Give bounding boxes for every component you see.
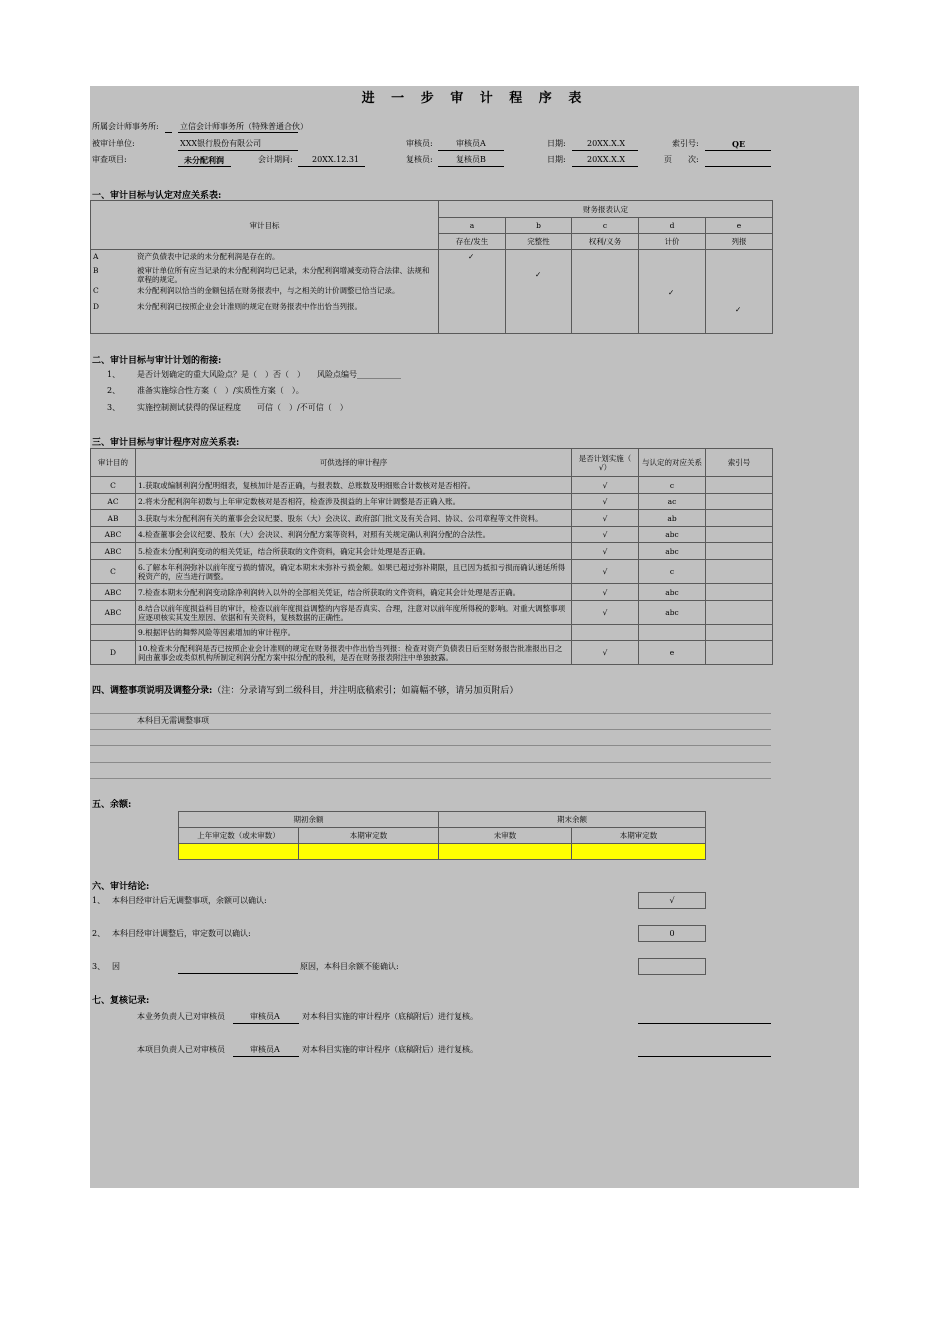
assertion-name: 存在/发生 [439, 234, 506, 250]
col-header-planned: 是否计划实施（ √） [572, 449, 639, 477]
assertion-col-e [706, 250, 773, 334]
item-underline [178, 166, 231, 167]
firm-label: 所属会计师事务所: [92, 122, 159, 131]
proc-assertion: abc [639, 601, 706, 625]
conclusion-text: 因 [112, 962, 120, 971]
assertion-col-a [439, 250, 506, 334]
section4-heading: 四、调整事项说明及调整分录: [92, 686, 213, 696]
assertion-table [90, 200, 773, 334]
proc-text: 1.获取或编制利润分配明细表，复核加计是否正确，与报表数、总账数及明细账合计数核对是否相符。 [136, 477, 572, 494]
assertion-letter: d [639, 218, 706, 234]
proc-planned: √ [572, 560, 639, 584]
proc-target: C [91, 560, 136, 584]
conclusion-num: 2、 [92, 929, 106, 938]
reason-underline[interactable] [178, 973, 298, 974]
target-code: B [93, 266, 99, 275]
proc-index [706, 543, 773, 560]
target-row [93, 266, 436, 286]
item-label: 审查项目: [92, 155, 127, 164]
assertion-name: 完整性 [506, 234, 572, 250]
proc-target: ABC [91, 601, 136, 625]
proc-planned: √ [572, 527, 639, 543]
target-row [93, 286, 436, 302]
proc-assertion: e [639, 641, 706, 665]
balance-table [178, 811, 706, 860]
plan-item-text: 是否计划确定的重大风险点？是（ ）否（ ） 风险点编号___________ [137, 370, 401, 379]
review-name: 审核员A [250, 1045, 280, 1054]
section3-title: 三、审计目标与审计程序对应关系表: [92, 438, 240, 448]
proc-index [706, 641, 773, 665]
proc-target: AB [91, 510, 136, 527]
review-name: 审核员A [250, 1012, 280, 1021]
section4-title [92, 683, 518, 696]
page-label: 页 次: [664, 155, 699, 164]
section7-title: 七、复核记录: [92, 996, 150, 1006]
proc-assertion: c [639, 560, 706, 584]
review-name-underline [233, 1023, 299, 1024]
col-target-header: 审计目标 [91, 201, 439, 250]
col-header-index: 索引号 [706, 449, 773, 477]
proc-assertion: ab [639, 510, 706, 527]
review-signature-line[interactable] [638, 1056, 771, 1057]
assertion-col-d [639, 250, 706, 334]
date-underline-1 [572, 150, 638, 151]
proc-index [706, 510, 773, 527]
balance-col-header: 未审数 [439, 828, 572, 844]
proc-target: C [91, 477, 136, 494]
conclusion-text: 本科目经审计后无调整事项，余额可以确认: [112, 896, 267, 905]
page-title: 进 一 步 审 计 程 序 表 [361, 91, 588, 106]
review-signature-line[interactable] [638, 1023, 771, 1024]
proc-assertion: abc [639, 543, 706, 560]
col-header-procedure: 可供选择的审计程序 [136, 449, 572, 477]
conclusion-text: 本科目经审计调整后，审定数可以确认: [112, 929, 251, 938]
review-name-underline [233, 1056, 299, 1057]
plan-item-num: 1、 [107, 370, 121, 379]
proc-text: 5.检查未分配利润变动的相关凭证，结合所获取的文件资料，确定其会计处理是否正确。 [136, 543, 572, 560]
auditor-label: 审核员: [406, 139, 433, 148]
proc-text: 3.获取与未分配利润有关的董事会会议纪要、股东（大）会决议、政府部门批文及有关合同、协议、公司章程等文件资料。 [136, 510, 572, 527]
proc-index [706, 584, 773, 601]
date-value-2: 20XX.X.X [587, 155, 626, 164]
proc-assertion: ac [639, 494, 706, 510]
proc-text: 4.检查董事会会议纪要、股东（大）会决议、利润分配方案等资料，对照有关规定确认利润分配的合法性。 [136, 527, 572, 543]
adjust-line-text: 本科目无需调整事项 [137, 716, 209, 725]
proc-index [706, 560, 773, 584]
index-underline [705, 150, 771, 151]
conclusion-box[interactable]: √ [638, 892, 706, 909]
proc-text: 10.检查未分配利润是否已按照企业会计准则的规定在财务报表中作出恰当列报：检查对资产负债表日后至财务报告批准报出日之间由董事会或类似机构所制定利润分配方案中拟分配的股利，是否在财务报表附注中单独披露。 [136, 641, 572, 665]
adjust-line [90, 745, 771, 746]
proc-text: 2.将未分配利润年初数与上年审定数核对是否相符，检查涉及损益的上年审计调整是否正确入账。 [136, 494, 572, 510]
reviewer-underline [438, 166, 504, 167]
target-code: A [93, 252, 99, 261]
date-label-2: 日期: [547, 155, 566, 164]
opening-balance-header: 期初余额 [179, 812, 439, 828]
assertion-name: 列报 [706, 234, 773, 250]
plan-item-num: 3、 [107, 403, 121, 412]
balance-cell[interactable] [179, 844, 299, 860]
assertion-col-b [506, 250, 572, 334]
proc-planned: √ [572, 601, 639, 625]
procedure-table [90, 448, 773, 665]
page-underline [705, 166, 771, 167]
col-header-assertion: 与认定的对应关系 [639, 449, 706, 477]
proc-planned: √ [572, 477, 639, 494]
date-label-1: 日期: [547, 139, 566, 148]
proc-index [706, 527, 773, 543]
plan-item-text: 实施控制测试获得的保证程度 可信（ ）/不可信（ ） [137, 403, 348, 412]
proc-planned: √ [572, 510, 639, 527]
proc-text: 9.根据评估的舞弊风险等因素增加的审计程序。 [136, 625, 572, 641]
firm-underline [178, 132, 298, 133]
target-text: 资产负债表中记录的未分配利润是存在的。 [137, 252, 280, 261]
assertion-letter: b [506, 218, 572, 234]
proc-index [706, 625, 773, 641]
proc-target [91, 625, 136, 641]
proc-assertion: c [639, 477, 706, 494]
proc-target: D [91, 641, 136, 665]
assertion-name: 权利/义务 [572, 234, 639, 250]
col-group-header: 财务报表认定 [439, 201, 773, 218]
assertion-letter: a [439, 218, 506, 234]
section4-note: （注：分录请写到二级科目，并注明底稿索引；如篇幅不够，请另加页附后） [212, 686, 519, 696]
proc-target: AC [91, 494, 136, 510]
entity-label: 被审计单位: [92, 139, 135, 148]
balance-cell[interactable] [299, 844, 439, 860]
target-text: 被审计单位所有应当记录的未分配利润均已记录，未分配利润增减变动符合法律、法规和章程的规定。 [137, 266, 430, 284]
reviewer-label: 复核员: [406, 155, 433, 164]
balance-col-header: 本期审定数 [299, 828, 439, 844]
assertion-letter: c [572, 218, 639, 234]
closing-balance-header: 期末余额 [439, 812, 706, 828]
period-value: 20XX.12.31 [312, 155, 360, 164]
review-line-post: 对本科目实施的审计程序（底稿附后）进行复核。 [302, 1045, 478, 1054]
assertion-letter: e [706, 218, 773, 234]
balance-col-header: 上年审定数（或未审数） [179, 828, 299, 844]
target-code: D [93, 302, 100, 311]
firm-underline-pre [165, 132, 172, 133]
adjust-line [90, 778, 771, 779]
balance-cell[interactable] [572, 844, 706, 860]
adjust-line [90, 762, 771, 763]
proc-planned [572, 625, 639, 641]
firm-value: 立信会计师事务所（特殊普通合伙） [180, 122, 308, 131]
proc-target: ABC [91, 543, 136, 560]
auditor-value: 审核员A [456, 139, 486, 148]
check-mark: ✓ [468, 252, 475, 261]
auditor-underline [438, 150, 504, 151]
proc-planned: √ [572, 543, 639, 560]
proc-target: ABC [91, 584, 136, 601]
adjust-line [90, 729, 771, 730]
balance-cell[interactable] [439, 844, 572, 860]
proc-assertion: abc [639, 584, 706, 601]
item-value: 未分配利润 [184, 155, 224, 165]
conclusion-num: 1、 [92, 896, 106, 905]
target-code: C [93, 286, 99, 295]
conclusion-box[interactable] [638, 958, 706, 975]
proc-planned: √ [572, 584, 639, 601]
entity-value: XXX银行股份有限公司 [180, 139, 262, 148]
target-row [93, 302, 436, 316]
adjust-line [90, 713, 771, 714]
target-row [93, 252, 436, 266]
section5-title: 五、余额: [92, 800, 132, 810]
proc-index [706, 494, 773, 510]
proc-assertion [639, 625, 706, 641]
proc-index [706, 477, 773, 494]
reviewer-value: 复核员B [456, 155, 486, 164]
col-header-target: 审计目的 [91, 449, 136, 477]
check-mark: ✓ [535, 270, 542, 279]
index-value: QE [732, 139, 746, 149]
index-label: 索引号: [672, 139, 699, 148]
section6-title: 六、审计结论: [92, 882, 150, 892]
balance-col-header: 本期审定数 [572, 828, 706, 844]
review-line-pre: 本业务负责人已对审核员 [137, 1012, 225, 1021]
period-label: 会计期间: [258, 155, 293, 164]
proc-target: ABC [91, 527, 136, 543]
conclusion-num: 3、 [92, 962, 106, 971]
section1-title: 一、审计目标与认定对应关系表: [92, 191, 222, 201]
date-value-1: 20XX.X.X [587, 139, 626, 148]
review-line-post: 对本科目实施的审计程序（底稿附后）进行复核。 [302, 1012, 478, 1021]
proc-assertion: abc [639, 527, 706, 543]
proc-text: 7.检查本期未分配利润变动除净利润转入以外的全部相关凭证，结合所获取的文件资料，确定其会计处理是否正确。 [136, 584, 572, 601]
check-mark: ✓ [668, 288, 675, 297]
entity-underline [178, 150, 298, 151]
target-text: 未分配利润已按照企业会计准则的规定在财务报表中作出恰当列报。 [137, 302, 362, 311]
proc-planned: √ [572, 641, 639, 665]
check-mark: ✓ [735, 305, 742, 314]
plan-item-text: 准备实施综合性方案（ ）/实质性方案（ ）。 [137, 386, 304, 395]
audit-sheet [90, 86, 859, 1188]
date-underline-2 [572, 166, 638, 167]
review-line-pre: 本项目负责人已对审核员 [137, 1045, 225, 1054]
assertion-name: 计价 [639, 234, 706, 250]
assertion-col-c [572, 250, 639, 334]
proc-planned: √ [572, 494, 639, 510]
conclusion-box[interactable]: 0 [638, 925, 706, 942]
proc-text: 8.结合以前年度损益科目的审计，检查以前年度损益调整的内容是否真实、合理，注意对以前年度所得税的影响。对重大调整事项应逐项核实其发生原因、依据和有关资料，复核数据的正确性。 [136, 601, 572, 625]
proc-index [706, 601, 773, 625]
period-underline [298, 166, 365, 167]
target-text: 未分配利润以恰当的金额包括在财务报表中，与之相关的计价调整已恰当记录。 [137, 286, 400, 295]
target-list-cell [91, 250, 439, 334]
section2-title: 二、审计目标与审计计划的衔接: [92, 356, 222, 366]
conclusion-tail: 原因，本科目余额不能确认: [300, 962, 399, 971]
plan-item-num: 2、 [107, 386, 121, 395]
proc-text: 6.了解本年利润弥补以前年度亏损的情况，确定本期末未弥补亏损金额。如果已超过弥补期限，且已因为抵扣亏损而确认递延所得税资产的，应当进行调整。 [136, 560, 572, 584]
